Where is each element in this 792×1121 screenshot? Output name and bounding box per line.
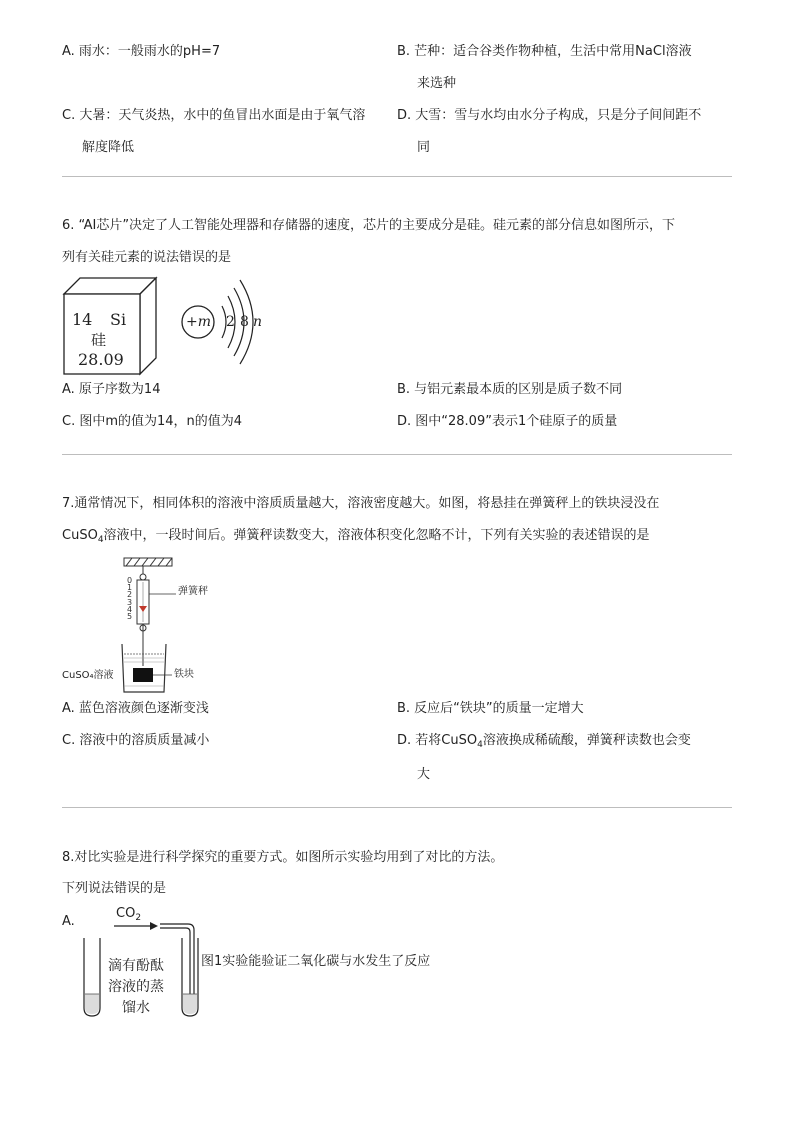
scale-tick: 1 <box>127 583 133 593</box>
element-name: 硅 <box>91 331 107 349</box>
scale-tick: 3 <box>127 597 133 607</box>
q5-option-d-cont: 同 <box>417 140 431 155</box>
scale-tick: 4 <box>127 604 133 614</box>
q7-option-d-cont: 大 <box>417 767 431 782</box>
iron-block-label: 铁块 <box>174 669 194 680</box>
q7-option-c: C. 溶液中的溶质质量减小 <box>62 733 210 748</box>
divider <box>62 807 732 808</box>
divider <box>62 454 732 455</box>
spring-scale-label: 弹簧秤 <box>178 586 208 597</box>
q8-stem-line1: 8.对比实验是进行科学探究的重要方式。如图所示实验均用到了对比的方法。 <box>62 850 504 865</box>
q7-option-a: A. 蓝色溶液颜色逐渐变浅 <box>62 701 209 716</box>
q5-option-d: D. 大雪：雪与水均由水分子构成，只是分子间间距不 <box>397 108 702 123</box>
co2-gas-label: $CO_2$ <box>116 906 142 923</box>
electron-shell-1: 2 <box>226 314 235 330</box>
q5-option-a: A. 雨水：一般雨水的pH=7 <box>62 44 221 59</box>
liquid-label-line2: 溶液的蒸 <box>108 979 164 995</box>
q8-option-a-label: A. <box>62 914 75 929</box>
q7-option-d: D. 若将CuSO$_4$溶液换成稀硫酸，弹簧秤读数也会变 <box>397 733 691 750</box>
electron-shell-3: n <box>253 314 263 330</box>
q6-option-c: C. 图中m的值为14，n的值为4 <box>62 414 243 429</box>
q5-option-b-cont: 来选种 <box>417 76 457 91</box>
q6-stem-line2: 列有关硅元素的说法错误的是 <box>62 250 232 265</box>
divider <box>62 176 732 177</box>
q7-stem-line1: 7.通常情况下，相同体积的溶液中溶质质量越大，溶液密度越大。如图，将悬挂在弹簧秤上的铁块浸没在 <box>62 496 660 511</box>
cuso4-solution-label: CuSO₄溶液 <box>62 670 114 681</box>
scale-tick: 0 <box>127 576 133 585</box>
q6-option-d: D. 图中“28.09”表示1个硅原子的质量 <box>397 414 618 429</box>
q8-stem-line2: 下列说法错误的是 <box>62 881 167 896</box>
q8-option-a-text: 图1实验能验证二氧化碳与水发生了反应 <box>201 954 431 969</box>
element-atomic-mass: 28.09 <box>78 350 124 369</box>
liquid-label-line1: 滴有酚酞 <box>108 958 164 974</box>
q6-option-a: A. 原子序数为14 <box>62 382 161 397</box>
q7-option-b: B. 反应后“铁块”的质量一定增大 <box>397 701 584 716</box>
liquid-description <box>108 956 188 1019</box>
liquid-label-line3: 馏水 <box>122 1000 150 1016</box>
q5-option-c: C. 大暑：天气炎热，水中的鱼冒出水面是由于氧气溶 <box>62 108 366 123</box>
scale-tick: 2 <box>127 590 133 600</box>
element-symbol: Si <box>110 310 127 329</box>
q6-stem-line1: 6. “AI芯片”决定了人工智能处理器和存储器的速度，芯片的主要成分是硅。硅元素的部分信息如图所示，下 <box>62 218 676 233</box>
scale-tick: 5 <box>127 612 133 622</box>
q7-stem-line2: CuSO$_4$溶液中，一段时间后。弹簧秤读数变大，溶液体积变化忽略不计，下列有关实验的表述错误的是 <box>62 528 650 545</box>
q6-option-b: B. 与铝元素最本质的区别是质子数不同 <box>397 382 623 397</box>
scale-tick-labels <box>127 577 137 620</box>
element-atomic-number: 14 <box>72 310 93 329</box>
nucleus-charge: +m <box>186 314 212 330</box>
electron-shell-2: 8 <box>240 314 249 330</box>
q5-option-b: B. 芒种：适合谷类作物种植，生活中常用NaCl溶液 <box>397 44 692 59</box>
q5-option-c-cont: 解度降低 <box>82 140 135 155</box>
